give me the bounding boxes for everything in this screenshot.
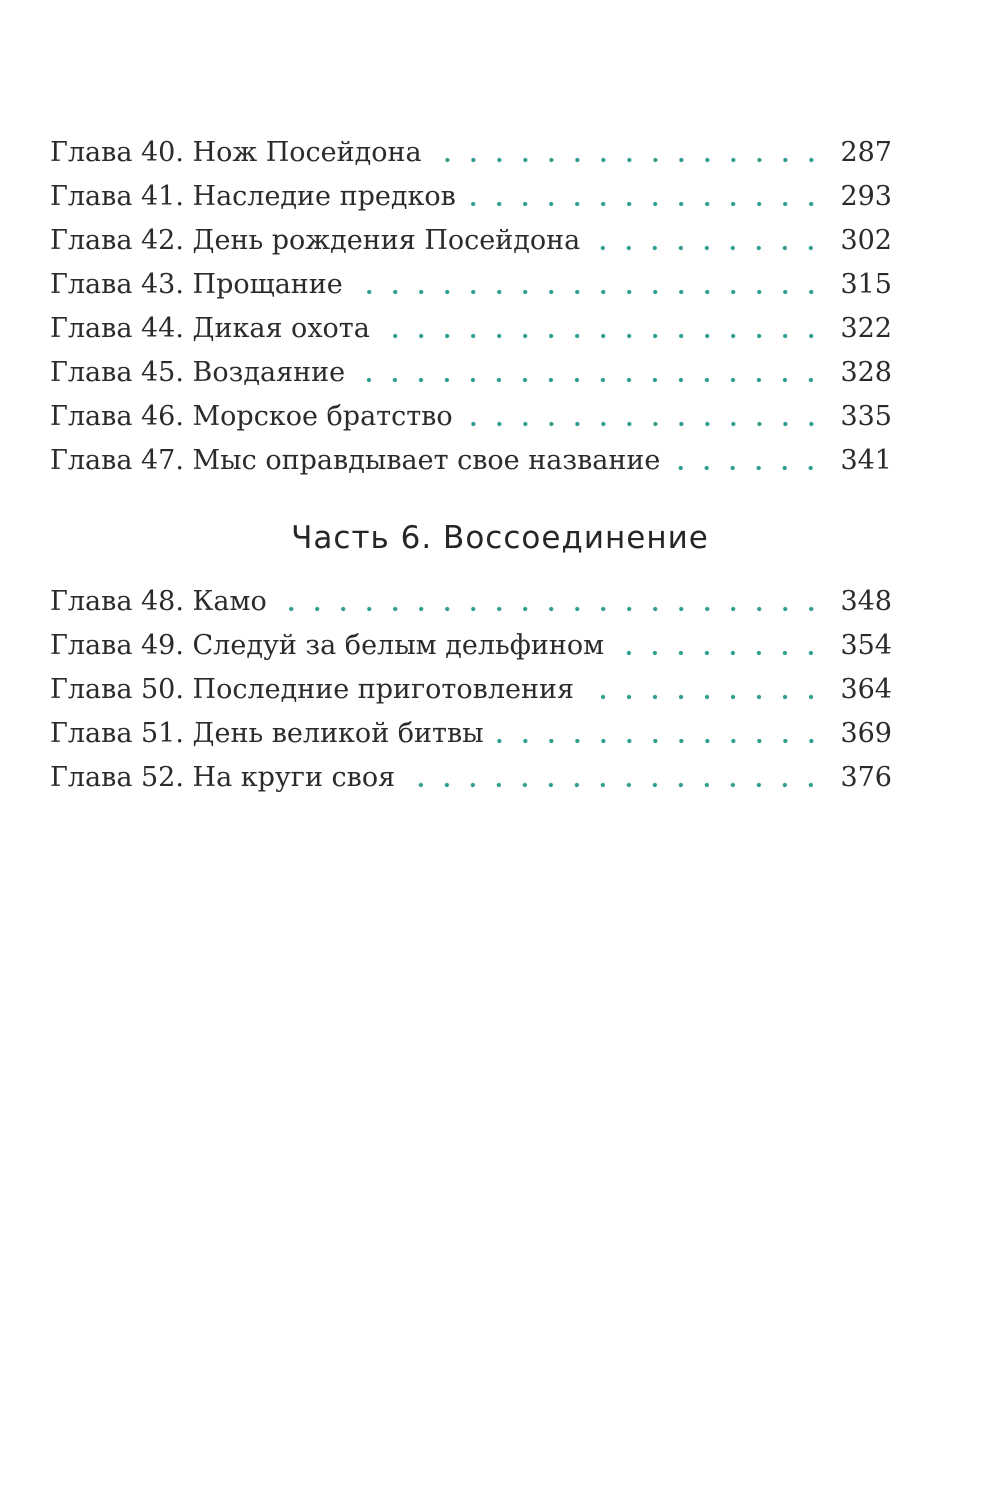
- dot-leader: [584, 694, 824, 700]
- page-number: 315: [840, 269, 892, 300]
- page-number: 293: [840, 181, 892, 212]
- part-6-heading: Часть 6. Воссоединение: [291, 520, 709, 556]
- chapter-title: Глава 51. День великой битвы: [50, 718, 484, 749]
- toc-part-6-list: [50, 580, 892, 800]
- dot-leader: [353, 289, 824, 295]
- toc-entry[interactable]: [50, 439, 892, 483]
- toc-entry[interactable]: [50, 668, 892, 712]
- page-number: 341: [840, 445, 892, 476]
- dot-leader: [380, 333, 824, 339]
- page-number: 348: [840, 586, 892, 617]
- chapter-title: Глава 47. Мыс оправдывает свое название: [50, 445, 661, 476]
- dot-leader: [463, 421, 824, 427]
- toc-entry[interactable]: [50, 219, 892, 263]
- dot-leader: [405, 782, 824, 788]
- page-number: 376: [840, 762, 892, 793]
- toc-entry[interactable]: [50, 131, 892, 175]
- toc-entry[interactable]: [50, 712, 892, 756]
- page-number: 302: [840, 225, 892, 256]
- toc-entry[interactable]: [50, 263, 892, 307]
- chapter-title: Глава 44. Дикая охота: [50, 313, 370, 344]
- toc-entry[interactable]: [50, 395, 892, 439]
- chapter-title: Глава 49. Следуй за белым дельфином: [50, 630, 605, 661]
- toc-entry[interactable]: [50, 351, 892, 395]
- dot-leader: [432, 157, 824, 163]
- chapter-title: Глава 48. Камо: [50, 586, 267, 617]
- page-number: 369: [840, 718, 892, 749]
- page-number: 364: [840, 674, 892, 705]
- dot-leader: [494, 738, 824, 744]
- dot-leader: [590, 245, 824, 251]
- dot-leader: [614, 650, 824, 656]
- chapter-title: Глава 46. Морское братство: [50, 401, 453, 432]
- page-number: 328: [840, 357, 892, 388]
- toc-entry[interactable]: [50, 307, 892, 351]
- dot-leader: [670, 465, 824, 471]
- chapter-title: Глава 40. Нож Посейдона: [50, 137, 422, 168]
- toc-entry[interactable]: [50, 580, 892, 624]
- page-number: 287: [840, 137, 892, 168]
- chapter-title: Глава 41. Наследие предков: [50, 181, 456, 212]
- chapter-title: Глава 43. Прощание: [50, 269, 343, 300]
- dot-leader: [466, 201, 824, 207]
- toc-entry[interactable]: [50, 624, 892, 668]
- chapter-title: Глава 45. Воздаяние: [50, 357, 346, 388]
- toc-entry[interactable]: [50, 175, 892, 219]
- page-number: 322: [840, 313, 892, 344]
- toc-entry[interactable]: [50, 756, 892, 800]
- dot-leader: [277, 606, 824, 612]
- chapter-title: Глава 52. На круги своя: [50, 762, 396, 793]
- chapter-title: Глава 42. День рождения Посейдона: [50, 225, 581, 256]
- page-number: 335: [840, 401, 892, 432]
- page-number: 354: [840, 630, 892, 661]
- toc-part-5-list: [50, 131, 892, 483]
- chapter-title: Глава 50. Последние приготовления: [50, 674, 574, 705]
- dot-leader: [355, 377, 824, 383]
